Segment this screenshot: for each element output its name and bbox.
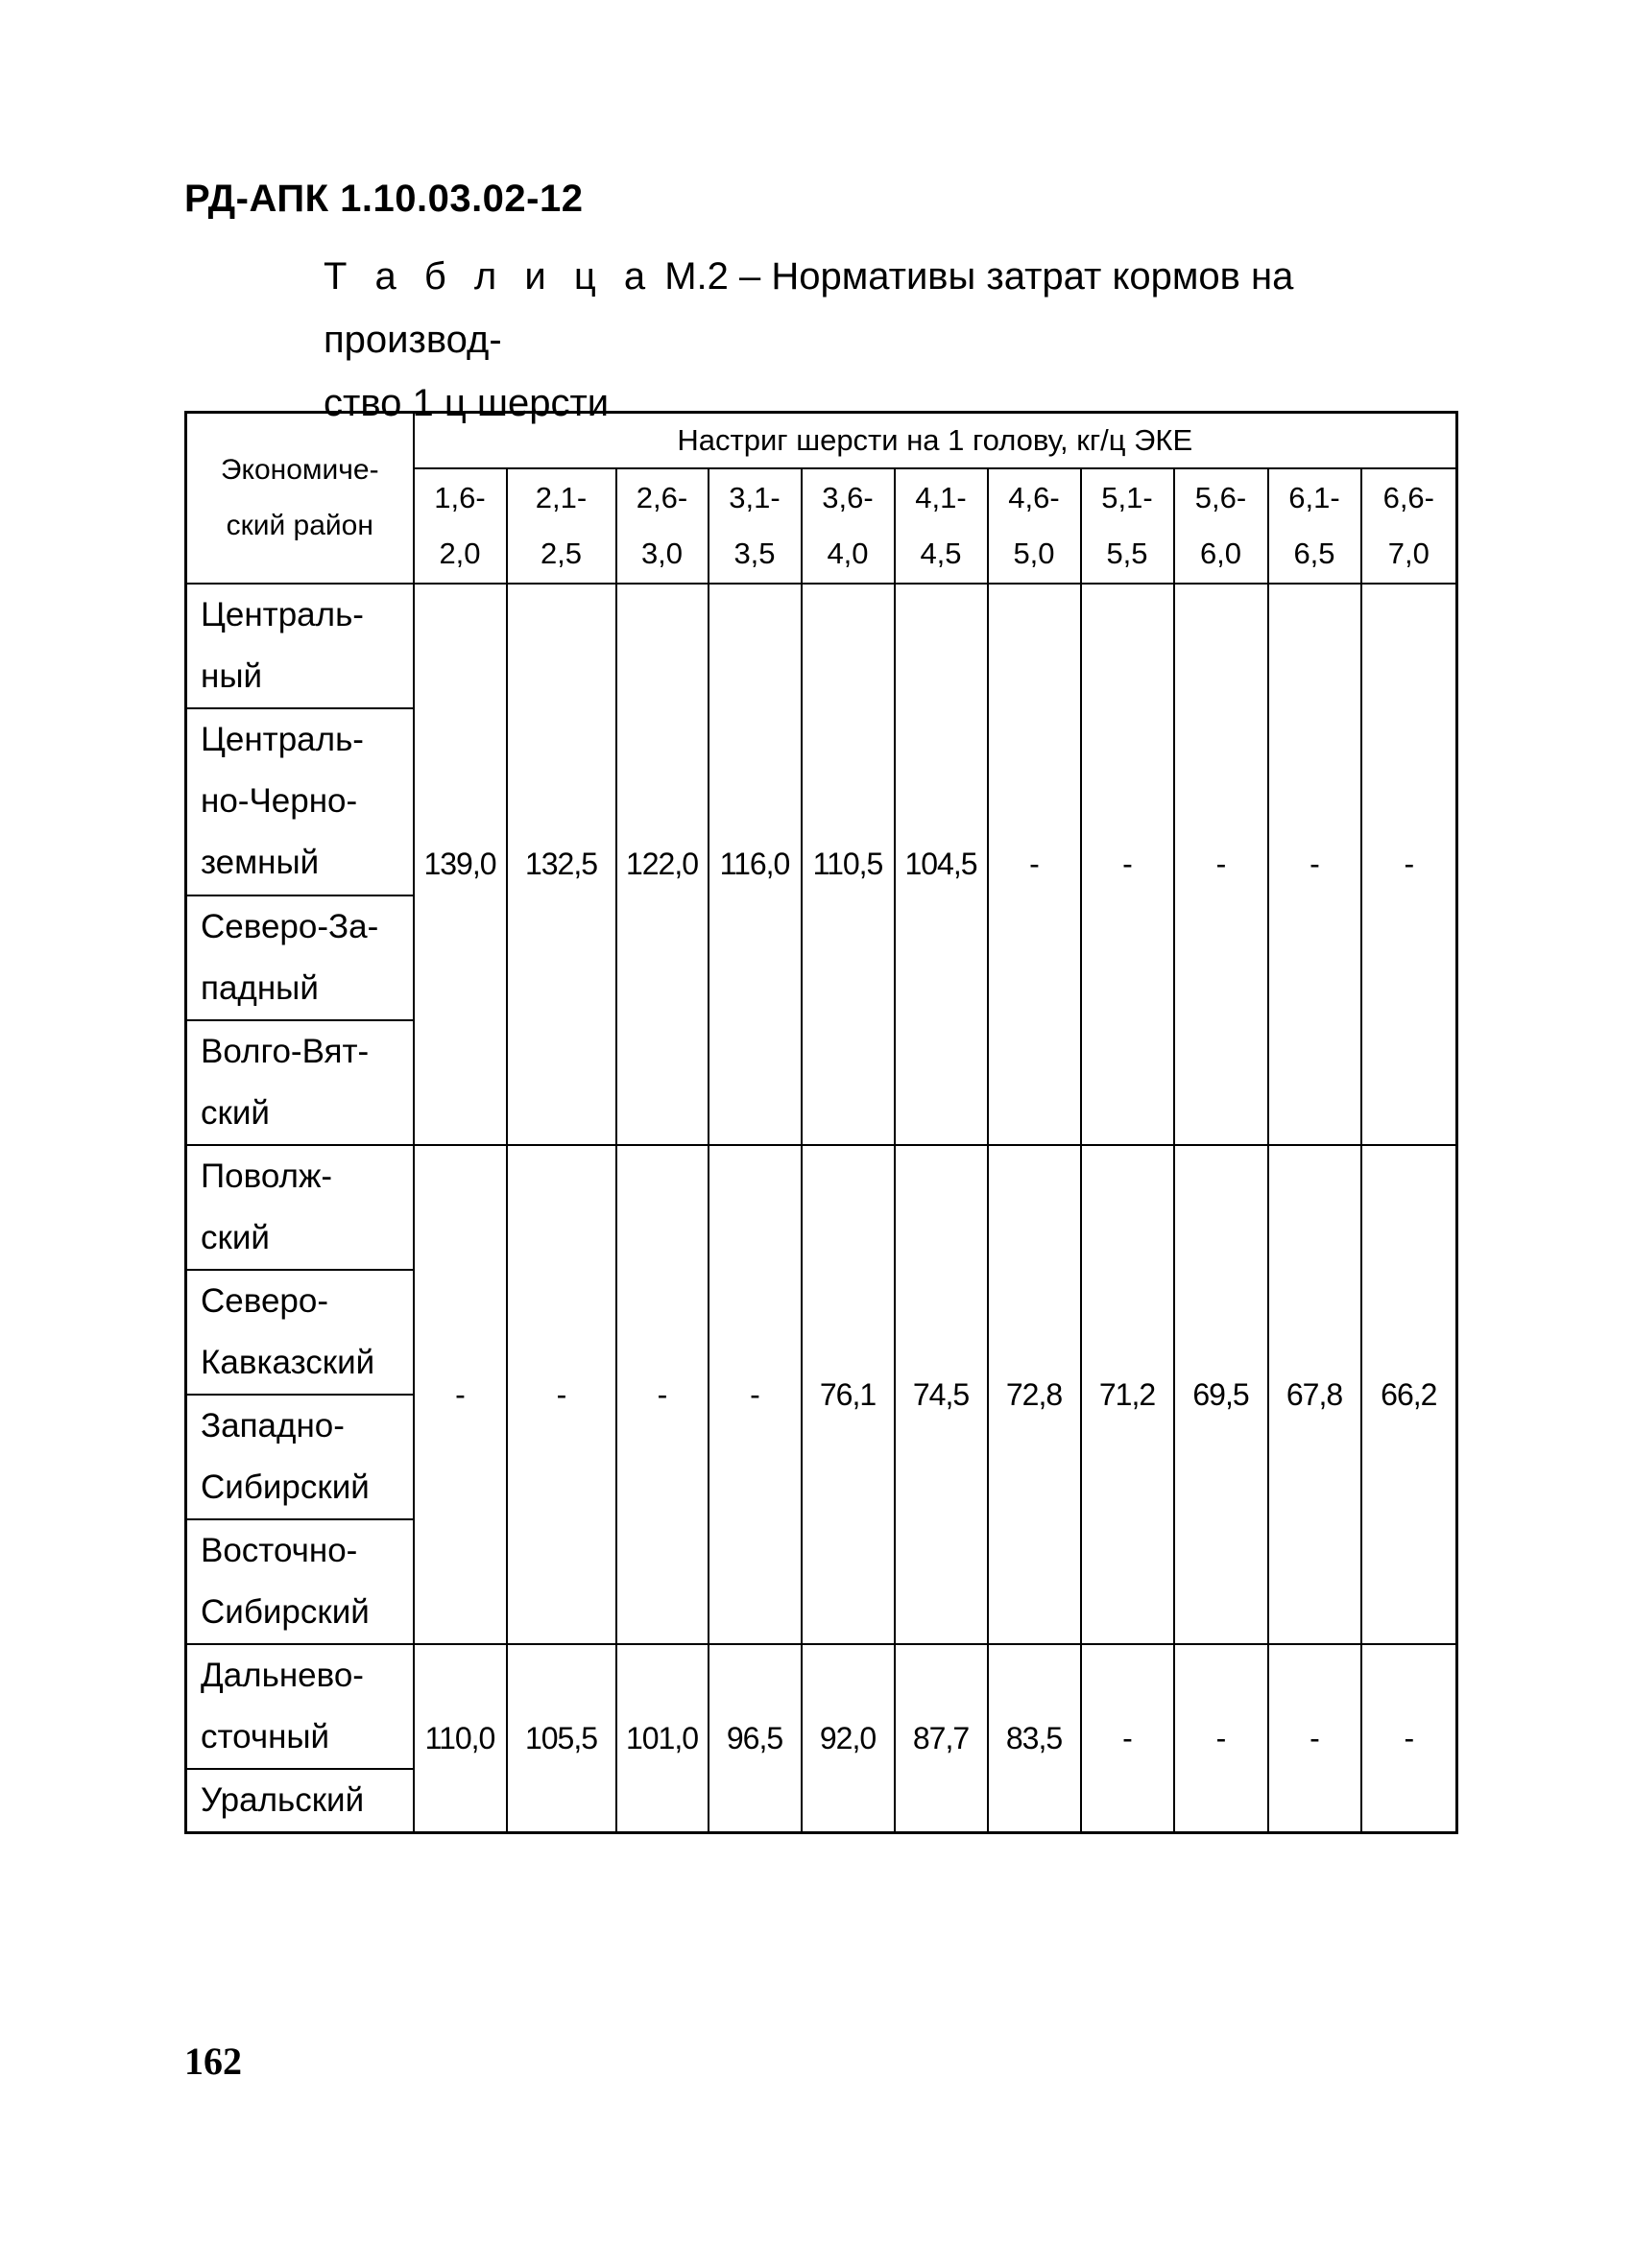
region-cell: Волго-Вят- ский [186,1020,414,1145]
value-cell: - [1081,584,1174,1145]
value-cell: 76,1 [802,1145,895,1644]
caption-label: Т а б л и ц а [324,255,655,298]
range-header: 2,1- 2,5 [507,468,616,584]
value-cell: 72,8 [988,1145,1081,1644]
range-header: 6,6- 7,0 [1361,468,1457,584]
wool-yield-group-header: Настриг шерсти на 1 голову, кг/ц ЭКЕ [414,413,1457,469]
value-cell: - [1081,1644,1174,1833]
region-cell: Дальнево- сточный [186,1644,414,1769]
caption-text: М.2 – Нормативы затрат кормов на производ- ство 1 ц шерсти [324,255,1294,424]
value-cell: - [616,1145,709,1644]
value-cell: 110,5 [802,584,895,1145]
range-header: 5,1- 5,5 [1081,468,1174,584]
value-cell: 101,0 [616,1644,709,1833]
value-cell: 122,0 [616,584,709,1145]
range-header: 6,1- 6,5 [1268,468,1361,584]
value-cell: - [414,1145,507,1644]
table-caption [324,245,1466,435]
value-cell: 139,0 [414,584,507,1145]
value-cell: - [1174,584,1268,1145]
value-cell: 104,5 [895,584,988,1145]
value-cell: 132,5 [507,584,616,1145]
value-cell: - [709,1145,802,1644]
value-cell: - [507,1145,616,1644]
value-cell: - [1268,1644,1361,1833]
value-cell: 74,5 [895,1145,988,1644]
range-header: 4,1- 4,5 [895,468,988,584]
region-cell: Уральский [186,1769,414,1833]
value-cell: 110,0 [414,1644,507,1833]
document-code: РД-АПК 1.10.03.02-12 [184,178,584,220]
range-header: 2,6- 3,0 [616,468,709,584]
range-header: 1,6- 2,0 [414,468,507,584]
value-cell: - [1361,1644,1457,1833]
page-number: 162 [184,2040,242,2083]
region-cell: Централь- но-Черно- земный [186,708,414,895]
region-cell: Восточно- Сибирский [186,1519,414,1644]
range-header: 3,1- 3,5 [709,468,802,584]
feed-norms-table [184,411,1458,1834]
region-cell: Централь- ный [186,584,414,708]
value-cell: 96,5 [709,1644,802,1833]
value-cell: 116,0 [709,584,802,1145]
value-cell: 105,5 [507,1644,616,1833]
range-header: 5,6- 6,0 [1174,468,1268,584]
value-cell: - [1174,1644,1268,1833]
range-header: 4,6- 5,0 [988,468,1081,584]
region-cell: Северо-За- падный [186,895,414,1020]
region-cell: Северо- Кавказский [186,1270,414,1395]
value-cell: 67,8 [1268,1145,1361,1644]
value-cell: 66,2 [1361,1145,1457,1644]
value-cell: 87,7 [895,1644,988,1833]
value-cell: - [1361,584,1457,1145]
value-cell: 69,5 [1174,1145,1268,1644]
region-cell: Западно- Сибирский [186,1395,414,1519]
range-header: 3,6- 4,0 [802,468,895,584]
value-cell: - [988,584,1081,1145]
region-column-header: Экономиче- ский район [186,413,414,585]
value-cell: - [1268,584,1361,1145]
value-cell: 83,5 [988,1644,1081,1833]
value-cell: 71,2 [1081,1145,1174,1644]
value-cell: 92,0 [802,1644,895,1833]
region-cell: Поволж- ский [186,1145,414,1270]
